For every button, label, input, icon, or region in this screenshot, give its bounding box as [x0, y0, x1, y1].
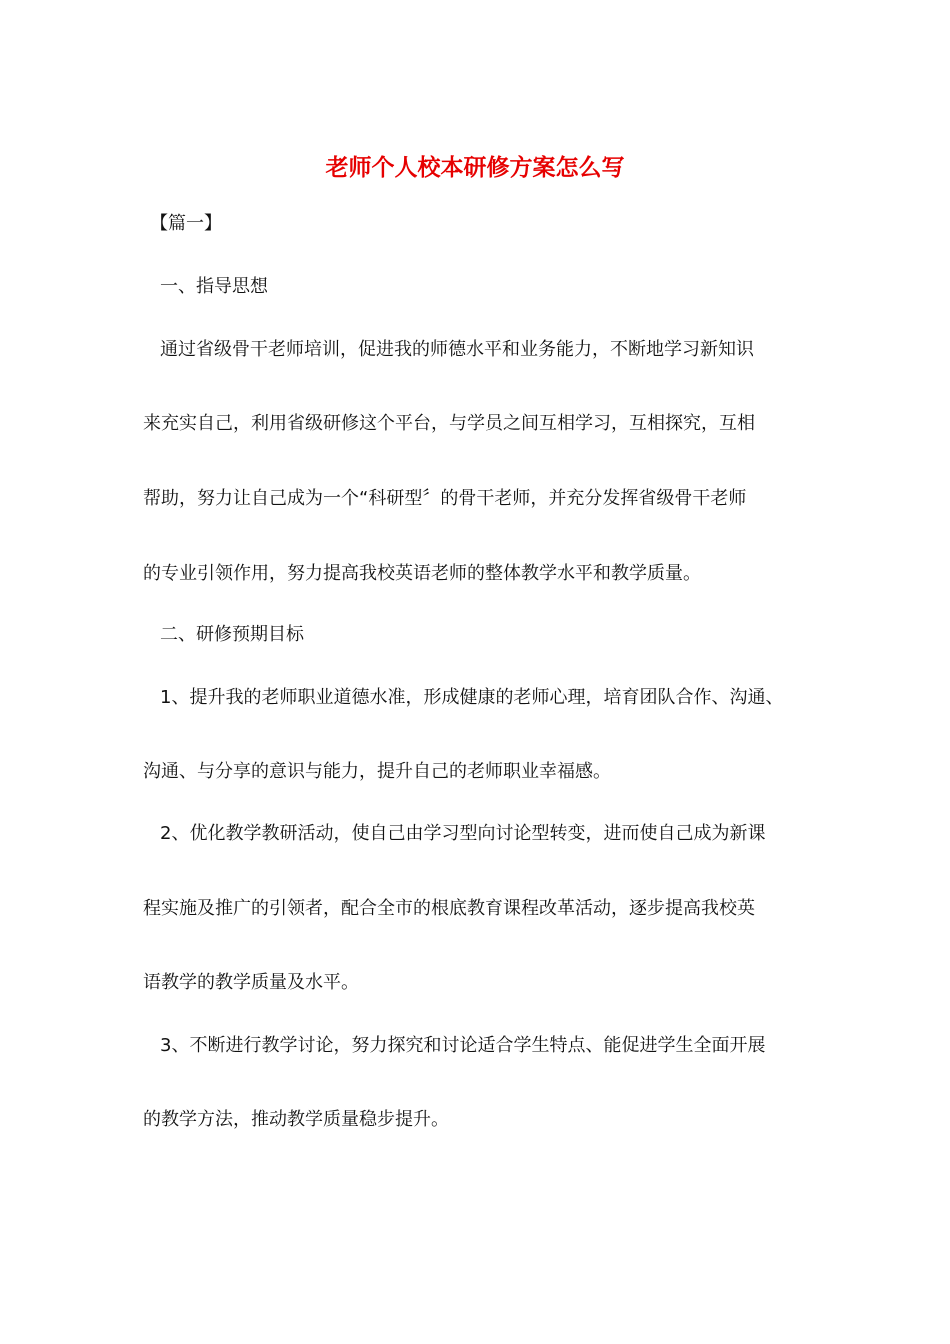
paragraph-line: 语教学的教学质量及水平。 [143, 972, 359, 993]
paragraph-line: 1、提升我的老师职业道德水准，形成健康的老师心理，培育团队合作、沟通、 [160, 687, 784, 708]
heading-expected-goals: 二、研修预期目标 [160, 624, 304, 645]
paragraph-line: 的教学方法，推动教学质量稳步提升。 [143, 1109, 449, 1130]
heading-guiding-thought: 一、指导思想 [160, 276, 268, 297]
document-title: 老师个人校本研修方案怎么写 [325, 154, 625, 181]
paragraph-line: 2、优化教学教研活动，使自己由学习型向讨论型转变，进而使自己成为新课 [160, 823, 766, 844]
paragraph-line: 来充实自己，利用省级研修这个平台，与学员之间互相学习，互相探究，互相 [143, 413, 755, 434]
paragraph-line: 程实施及推广的引领者，配合全市的根底教育课程改革活动，逐步提高我校英 [143, 898, 755, 919]
paragraph-line: 通过省级骨干老师培训，促进我的师德水平和业务能力，不断地学习新知识 [160, 339, 754, 360]
paragraph-line: 3、不断进行教学讨论，努力探究和讨论适合学生特点、能促进学生全面开展 [160, 1035, 766, 1056]
paragraph-line: 沟通、与分享的意识与能力，提升自己的老师职业幸福感。 [143, 761, 611, 782]
paragraph-line: 帮助，努力让自己成为一个“科研型〞的骨干老师，并充分发挥省级骨干老师 [143, 488, 747, 509]
paragraph-line: 的专业引领作用，努力提高我校英语老师的整体教学水平和教学质量。 [143, 563, 701, 584]
section-label: 【篇一】 [150, 213, 222, 234]
